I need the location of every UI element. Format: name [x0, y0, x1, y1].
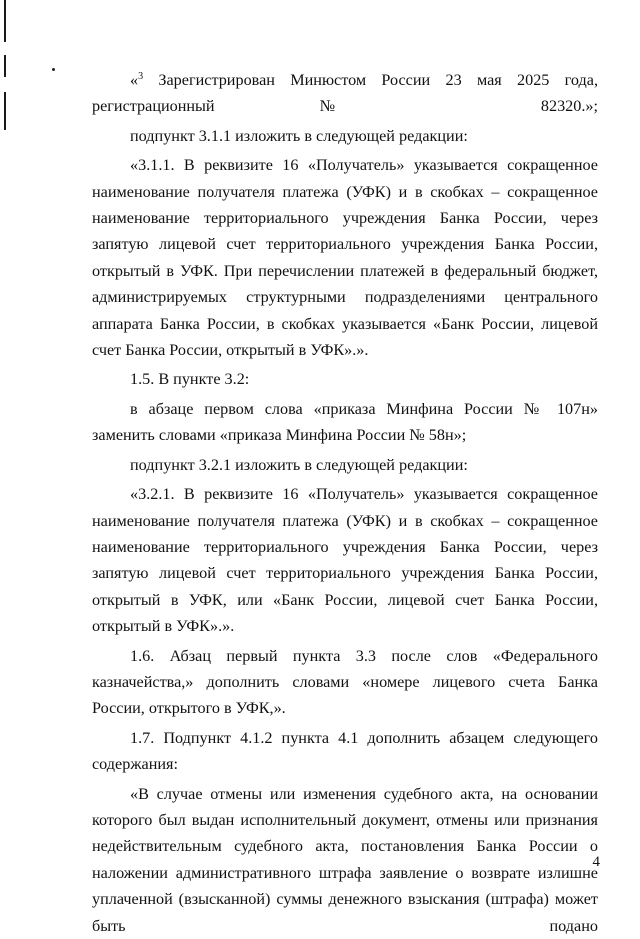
paragraph-1-5: 1.5. В пункте 3.2:	[130, 370, 250, 389]
footnote-marker: 3	[138, 71, 144, 82]
paragraph-3-2-1-text: «3.2.1. В реквизите 16 «Получатель» указывается сокращенное наименование получателя платежа (УФК) и в скобках – сокращенное наименование территориального учреждения Банка России, через запятую лицевой счет территориального учреждения Банка России, открытый в УФК, или «Банк России, лицевой счет Банка России, открытый в УФК».».	[92, 485, 598, 636]
scan-edge-mark	[4, 92, 6, 130]
paragraph-3-1-1-text: «3.1.1. В реквизите 16 «Получатель» указывается сокращенное наименование получателя платежа (УФК) и в скобках – сокращенное наименование территориального учреждения Банка России, через запятую лицевой счет территориального учреждения Банка России, открытый в УФК. При перечислении платежей в федеральный бюджет, администрируемых структурными подразделениями центрального аппарата Банка России, в скобках указывается «Банк России, лицевой счет Банка России, открытый в УФК».».	[92, 156, 598, 360]
scan-edge-mark	[4, 0, 6, 42]
paragraph-quote: «В случае отмены или изменения судебного акта, на основании которого был выдан исполнительный документ, отмены или признания недействительным судебного акта, постановления Банка России о наложении административного штрафа заявление о возврате излишне уплаченной (взысканной) суммы денежного взыскания (штрафа) может быть подано	[92, 784, 598, 935]
footnote-quote-open: «	[130, 71, 139, 89]
scan-dot	[52, 68, 55, 71]
paragraph-3-2-1-intro: подпункт 3.2.1 изложить в следующей редакции:	[130, 455, 468, 474]
scan-edge-mark	[4, 55, 6, 77]
page-number: 4	[592, 854, 600, 870]
paragraph-1-5-a: в абзаце первом слова «приказа Минфина России № 107н» заменить словами «приказа Минфина России № 58н»;	[92, 399, 598, 445]
footnote-paragraph	[92, 67, 598, 120]
paragraph-3-1-1-intro: подпункт 3.1.1 изложить в следующей редакции:	[130, 126, 468, 145]
document-body	[92, 67, 598, 939]
paragraph-1-6: 1.6. Абзац первый пункта 3.3 после слов «Федерального казначейства,» дополнить словами «номере лицевого счета Банка России, открытого в УФК,».	[92, 646, 598, 718]
footnote-text: Зарегистрирован Минюстом России 23 мая 2025 года, регистрационный № 82320.»;	[92, 71, 598, 116]
paragraph-1-7: 1.7. Подпункт 4.1.2 пункта 4.1 дополнить абзацем следующего содержания:	[92, 728, 598, 774]
